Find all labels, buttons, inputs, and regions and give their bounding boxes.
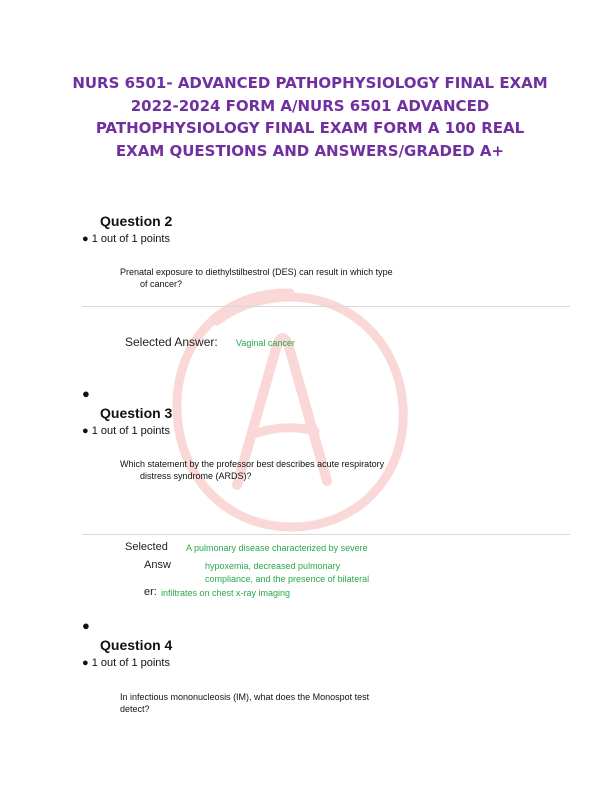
question-3-bullet: ● (82, 386, 90, 401)
question-4-prompt (120, 691, 369, 715)
question-2-heading: Question 2 (100, 213, 173, 229)
question-3-selected-label-1: Selected (125, 541, 168, 553)
question-3-prompt-line-1: Which statement by the professor best describes acute respiratory (120, 459, 385, 469)
question-2-selected-answer: Vaginal cancer (236, 338, 295, 348)
question-3-selected-label-2: Answ (144, 559, 171, 571)
question-3-points: ● 1 out of 1 points (82, 425, 170, 437)
question-4-points: ● 1 out of 1 points (82, 657, 170, 669)
title-line-1: NURS 6501- ADVANCED PATHOPHYSIOLOGY FINAL EXAM (72, 74, 548, 92)
question-4-prompt-line-1: In infectious mononucleosis (IM), what does the Monospot test (120, 692, 370, 702)
question-4-bullet: ● (82, 618, 90, 633)
document-title (70, 72, 550, 162)
question-2-prompt-line-1: Prenatal exposure to diethylstilbestrol (DES) can result in which type (120, 267, 393, 277)
question-3-answer-line-2: hypoxemia, decreased pulmonary (205, 561, 341, 571)
question-3-selected-label-3: er: (144, 586, 157, 598)
title-line-2: 2022-2024 FORM A/NURS 6501 ADVANCED (130, 96, 490, 115)
question-3-answer-line-1: A pulmonary disease characterized by severe (186, 543, 368, 553)
question-2-selected-answer-label: Selected Answer: (125, 335, 218, 349)
question-2-divider (82, 306, 570, 307)
question-3-answer-line-3: compliance, and the presence of bilateral (205, 574, 370, 584)
graded-a-stamp-icon (165, 285, 415, 535)
title-line-3: PATHOPHYSIOLOGY FINAL EXAM FORM A 100 REAL (95, 119, 525, 137)
question-2-prompt (120, 266, 393, 290)
question-3-prompt-line-2: distress syndrome (ARDS)? (140, 471, 252, 481)
title-line-4: EXAM QUESTIONS AND ANSWERS/GRADED A+ (115, 141, 505, 160)
question-4-heading: Question 4 (100, 637, 173, 653)
question-4-prompt-line-2: detect? (120, 704, 150, 714)
question-2-points: ● 1 out of 1 points (82, 233, 170, 245)
question-3-divider (82, 534, 570, 535)
question-3-prompt (120, 458, 384, 482)
question-3-heading: Question 3 (100, 405, 173, 421)
question-2-prompt-line-2: of cancer? (140, 279, 183, 289)
question-3-answer-line-4: infiltrates on chest x-ray imaging (161, 588, 291, 598)
